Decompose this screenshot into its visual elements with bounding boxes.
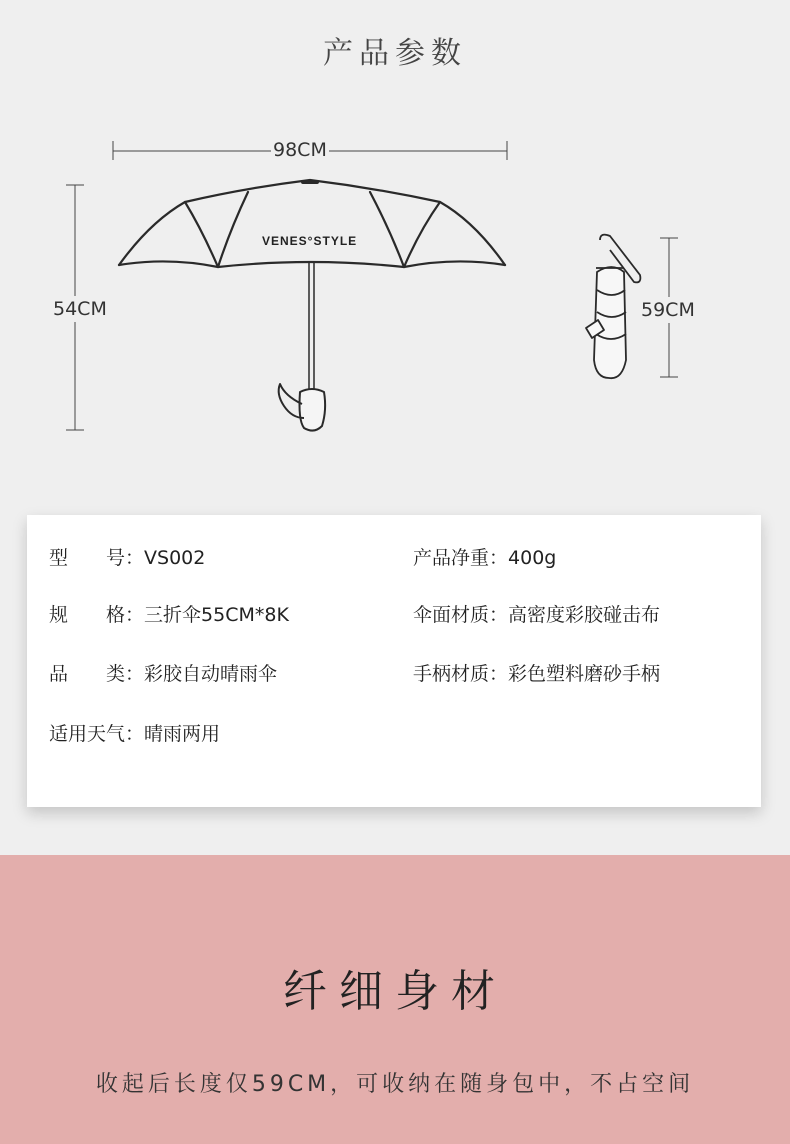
brand-logo: VENES°STYLE (262, 234, 358, 248)
folded-length-label: 59CM (641, 299, 695, 321)
spec-label: 品 类： (49, 663, 145, 685)
spec-value: 400g (508, 547, 557, 569)
spec-value: VS002 (144, 547, 206, 569)
spec-handle-material (413, 659, 660, 686)
spec-label: 规 格： (49, 604, 145, 626)
feature-section (0, 855, 790, 1144)
spec-label: 伞面材质： (413, 604, 509, 626)
spec-card (27, 515, 761, 807)
spec-value: 彩胶自动晴雨伞 (144, 663, 278, 685)
spec-label: 产品净重： (413, 547, 509, 569)
spec-value: 彩色塑料磨砂手柄 (508, 663, 661, 685)
spec-value: 三折伞55CM*8K (144, 604, 289, 626)
spec-size (49, 600, 289, 627)
spec-label: 适用天气： (49, 723, 145, 745)
feature-title: 纤细身材 (283, 966, 507, 1017)
folded-umbrella-body (586, 235, 640, 379)
spec-label: 手柄材质： (413, 663, 509, 685)
spec-label: 型 号： (49, 547, 145, 569)
section-title: 产品参数 (323, 36, 467, 71)
width-dimension-label: 98CM (273, 139, 327, 161)
spec-value: 高密度彩胶碰击布 (508, 604, 661, 626)
folded-umbrella-illustration (0, 0, 790, 470)
height-dimension-label: 54CM (53, 298, 107, 320)
spec-category (49, 659, 277, 686)
spec-value: 晴雨两用 (144, 723, 221, 745)
spec-model (49, 543, 205, 570)
spec-weather (49, 719, 220, 746)
spec-weight (413, 543, 556, 570)
spec-canopy-material (413, 600, 660, 627)
feature-description: 收起后长度仅59CM，可收纳在随身包中，不占空间 (95, 1072, 695, 1097)
